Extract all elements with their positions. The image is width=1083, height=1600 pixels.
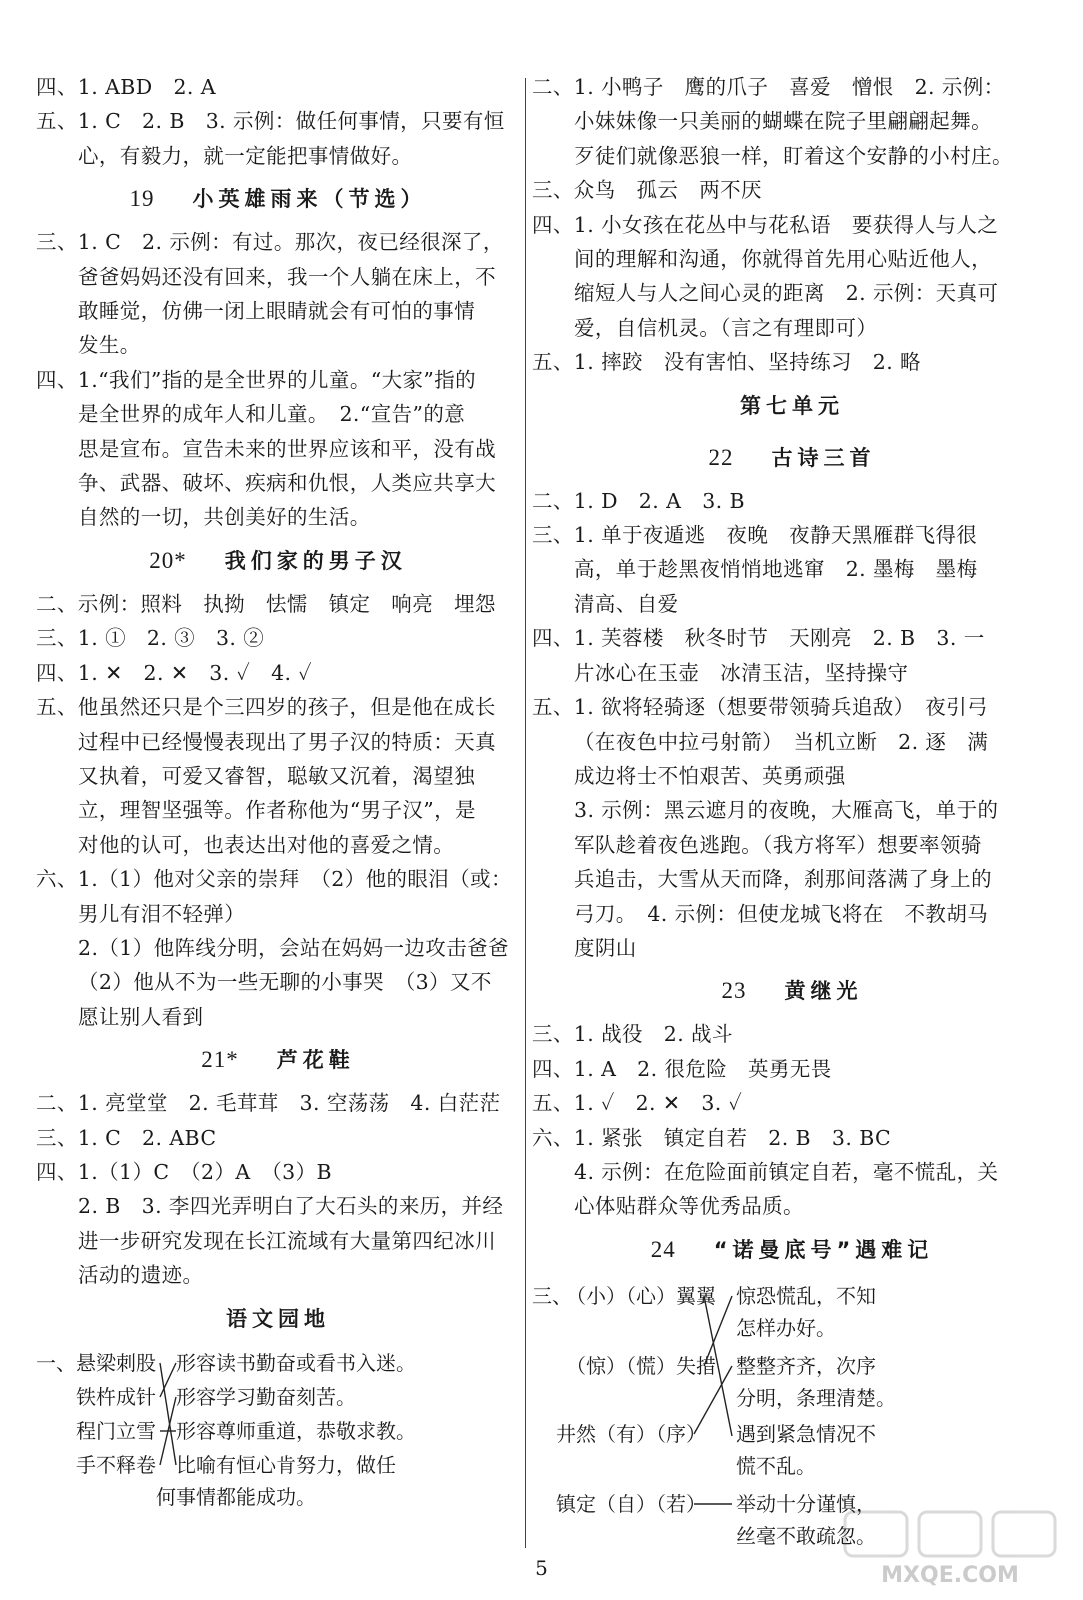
- lesson-heading-20: [36, 535, 520, 587]
- lesson-number: 22: [708, 444, 734, 470]
- answer-line: 3. 示例：黑云遮月的夜晚，大雁高飞，单于的: [574, 798, 999, 823]
- meaning-item: 何事情都能成功。: [156, 1484, 316, 1509]
- lesson-title: 小英雄雨来（节选）: [192, 187, 427, 212]
- match-line: [704, 1296, 732, 1436]
- lesson-heading-23: [532, 965, 1052, 1017]
- lesson-title: “诺曼底号”遇难记: [713, 1237, 934, 1262]
- right-column: [532, 70, 1052, 1568]
- answer-line: 三、1. 战役 2. 战斗: [532, 1022, 733, 1047]
- meaning-item: 慌不乱。: [736, 1453, 816, 1478]
- answer-line: 缩短人与人之间心灵的距离 2. 示例：天真可: [574, 281, 999, 306]
- answer-line: 歹徒们就像恶狼一样，盯着这个安静的小村庄。: [574, 143, 1013, 168]
- watermark-logo: [835, 1508, 1065, 1588]
- meaning-item: 举动十分谨慎，: [736, 1491, 876, 1516]
- left-column: [36, 70, 520, 1521]
- answer-line: 四、1. ABD 2. A: [36, 75, 216, 99]
- answer-line: 间的理解和沟通，你就得首先用心贴近他人，: [574, 247, 992, 272]
- answer-line: 五、1. ✓ 2. ✕ 3. ✓: [532, 1091, 743, 1116]
- column-divider: [525, 78, 526, 1548]
- answer-line: 2.（1）他阵线分明，会站在妈妈一边攻击爸爸: [78, 935, 509, 960]
- lesson-title: 黄继光: [784, 979, 863, 1004]
- meaning-item: 整整齐齐，次序: [736, 1353, 876, 1378]
- matching-lines: [36, 1347, 520, 1521]
- answer-line: 四、1. A 2. 很危险 英勇无畏: [532, 1056, 832, 1081]
- answer-line: 思是宣布。宣告未来的世界应该和平，没有战: [78, 436, 496, 461]
- question-prefix: 一、: [36, 1350, 76, 1375]
- page-number: 5: [535, 1556, 548, 1580]
- answer-line: 高，单于趁黑夜悄悄地逃窜 2. 墨梅 墨梅: [574, 557, 978, 582]
- answer-line: 清高、自爱: [574, 591, 679, 616]
- lesson-number: 19: [129, 186, 155, 212]
- unit-heading: [532, 380, 1052, 432]
- answer-line: 男儿有泪不轻弹）: [78, 901, 246, 926]
- answer-line: 心，有毅力，就一定能把事情做好。: [78, 143, 413, 168]
- answer-line: 片冰心在玉壶 冰清玉洁，坚持操守: [574, 660, 909, 685]
- meaning-item: 比喻有恒心肯努力，做任: [176, 1452, 396, 1477]
- answer-line: 对他的认可，也表达出对他的喜爱之情。: [78, 832, 455, 857]
- answer-line: 成边将士不怕艰苦、英勇顽强: [574, 763, 846, 788]
- answer-line: 四、1. ✕ 2. ✕ 3. ✓ 4. ✓: [36, 660, 312, 685]
- answer-line: 三、众鸟 孤云 两不厌: [532, 178, 762, 203]
- meaning-item: 惊恐慌乱，不知: [736, 1283, 876, 1308]
- answer-line: 是全世界的成年人和儿童。 2.“宣告”的意: [78, 402, 466, 427]
- answer-line: 立，理智坚强等。作者称他为“男子汉”，是: [78, 798, 476, 823]
- idiom-item: 手不释卷: [76, 1452, 156, 1477]
- answer-line: 4. 示例：在危险面前镇定自若，毫不慌乱，关: [574, 1159, 999, 1184]
- meaning-item: 遇到紧急情况不: [736, 1421, 876, 1446]
- lesson-title: 我们家的男子汉: [224, 548, 407, 573]
- lesson-number: 24: [650, 1236, 676, 1262]
- answer-line: 自然的一切，共创美好的生活。: [78, 505, 371, 530]
- answer-line: 2. B 3. 李四光弄明白了大石头的来历，并经: [78, 1194, 504, 1219]
- match-line: [160, 1363, 176, 1465]
- answer-line: 度阴山: [574, 935, 637, 960]
- answer-line: （2）他从不为一些无聊的小事哭 （3）又不: [78, 970, 492, 995]
- answer-line: 爸爸妈妈还没有回来，我一个人躺在床上，不: [78, 264, 496, 289]
- watermark-text: MXQE.COM: [881, 1563, 1019, 1588]
- lesson-heading-21: [36, 1034, 520, 1086]
- answer-line: 愿让别人看到: [78, 1004, 204, 1029]
- lesson-heading-24: [532, 1224, 1052, 1276]
- lesson-title: 古诗三首: [771, 445, 876, 470]
- answer-line: 弓刀。 4. 示例：但使龙城飞将在 不教胡马: [574, 901, 989, 926]
- meaning-item: 形容尊师重道，恭敬求教。: [176, 1418, 416, 1443]
- answer-line: 三、1. C 2. 示例：有过。那次，夜已经很深了，: [36, 230, 504, 255]
- meaning-item: 形容学习勤奋刻苦。: [176, 1384, 356, 1409]
- answer-line: 四、1. 芙蓉楼 秋冬时节 天刚亮 2. B 3. 一: [532, 626, 985, 651]
- idiom-item: 铁杵成针: [76, 1384, 156, 1409]
- answer-line: 五、1. 欲将轻骑逐（想要带领骑兵追敌） 夜引弓: [532, 695, 988, 720]
- match-line: [694, 1366, 732, 1434]
- unit-title: 第七单元: [740, 393, 844, 418]
- question-prefix: 三、: [532, 1283, 572, 1308]
- lesson-number: 23: [721, 978, 747, 1004]
- answer-line: 三、1. 单于夜遁逃 夜晚 夜静天黑雁群飞得很: [532, 523, 978, 548]
- idiom-item: 悬梁刺股: [76, 1350, 156, 1375]
- answer-line: 活动的遗迹。: [78, 1263, 204, 1288]
- meaning-item: 怎样办好。: [736, 1315, 836, 1340]
- word-item: （惊）（慌）失措: [566, 1353, 716, 1378]
- answer-line: 五、1. 摔跤 没有害怕、坚持练习 2. 略: [532, 350, 921, 375]
- match-line: [704, 1296, 732, 1366]
- answer-line: 过程中已经慢慢表现出了男子汉的特质：天真: [78, 729, 496, 754]
- answer-line: 四、1. 小女孩在花丛中与花私语 要获得人与人之: [532, 212, 999, 237]
- word-item: 镇定（自）（若）: [556, 1491, 706, 1516]
- idiom-matching: [36, 1347, 520, 1521]
- answer-line: 又执着，可爱又睿智，聪敏又沉着，渴望独: [78, 763, 476, 788]
- lesson-number: 20*: [149, 547, 187, 573]
- answer-line: 二、1. D 2. A 3. B: [532, 488, 745, 513]
- answer-line: 五、1. C 2. B 3. 示例：做任何事情，只要有恒: [36, 109, 505, 134]
- answer-line: 三、1. ① 2. ③ 3. ②: [36, 626, 265, 651]
- lesson-number: 21*: [201, 1047, 239, 1073]
- lesson-heading-19: [36, 173, 520, 225]
- answer-line: 小妹妹像一只美丽的蝴蝶在院子里翩翩起舞。: [574, 109, 992, 134]
- answer-line: 敢睡觉，仿佛一闭上眼睛就会有可怕的事情: [78, 299, 476, 324]
- answer-line: 进一步研究发现在长江流域有大量第四纪冰川: [78, 1228, 496, 1253]
- answer-line: 六、1.（1）他对父亲的崇拜 （2）他的眼泪（或：: [36, 867, 512, 892]
- section-heading-garden: [36, 1293, 520, 1345]
- answer-line: 二、示例：照料 执拗 怯懦 镇定 响亮 埋怨: [36, 591, 496, 616]
- answer-line: 军队趁着夜色逃跑。（我方将军）想要率领骑: [574, 832, 982, 857]
- answer-line: 兵追击，大雪从天而降，刹那间落满了身上的: [574, 867, 992, 892]
- meaning-item: 形容读书勤奋或看书入迷。: [176, 1350, 416, 1375]
- section-title: 语文园地: [226, 1306, 330, 1331]
- lesson-title: 芦花鞋: [276, 1048, 355, 1073]
- meaning-item: 分明，条理清楚。: [736, 1385, 896, 1410]
- answer-line: 六、1. 紧张 镇定自若 2. B 3. BC: [532, 1125, 892, 1150]
- answer-line: 发生。: [78, 333, 141, 358]
- lesson-heading-22: [532, 432, 1052, 484]
- answer-line: 争、武器、破坏、疾病和仇恨，人类应共享大: [78, 471, 496, 496]
- answer-line: 爱，自信机灵。（言之有理即可）: [574, 315, 878, 340]
- answer-line: 四、1.（1）C （2）A （3）B: [36, 1159, 332, 1184]
- answer-line: 五、他虽然还只是个三四岁的孩子，但是他在成长: [36, 695, 496, 720]
- answer-line: 三、1. C 2. ABC: [36, 1125, 217, 1150]
- answer-line: 四、1.“我们”指的是全世界的儿童。“大家”指的: [36, 367, 477, 392]
- word-item: （小）（心）翼翼: [566, 1283, 716, 1308]
- answer-line: 二、1. 亮堂堂 2. 毛茸茸 3. 空荡荡 4. 白茫茫: [36, 1091, 501, 1116]
- idiom-item: 程门立雪: [76, 1418, 156, 1443]
- answer-line: 心体贴群众等优秀品质。: [574, 1194, 804, 1219]
- meaning-item: 丝毫不敢疏忽。: [736, 1523, 876, 1548]
- word-item: 井然（有）（序）: [556, 1421, 706, 1446]
- answer-line: 二、1. 小鸭子 鹰的爪子 喜爱 憎恨 2. 示例：: [532, 75, 1005, 99]
- answer-line: （在夜色中拉弓射箭） 当机立断 2. 逐 满: [574, 729, 989, 754]
